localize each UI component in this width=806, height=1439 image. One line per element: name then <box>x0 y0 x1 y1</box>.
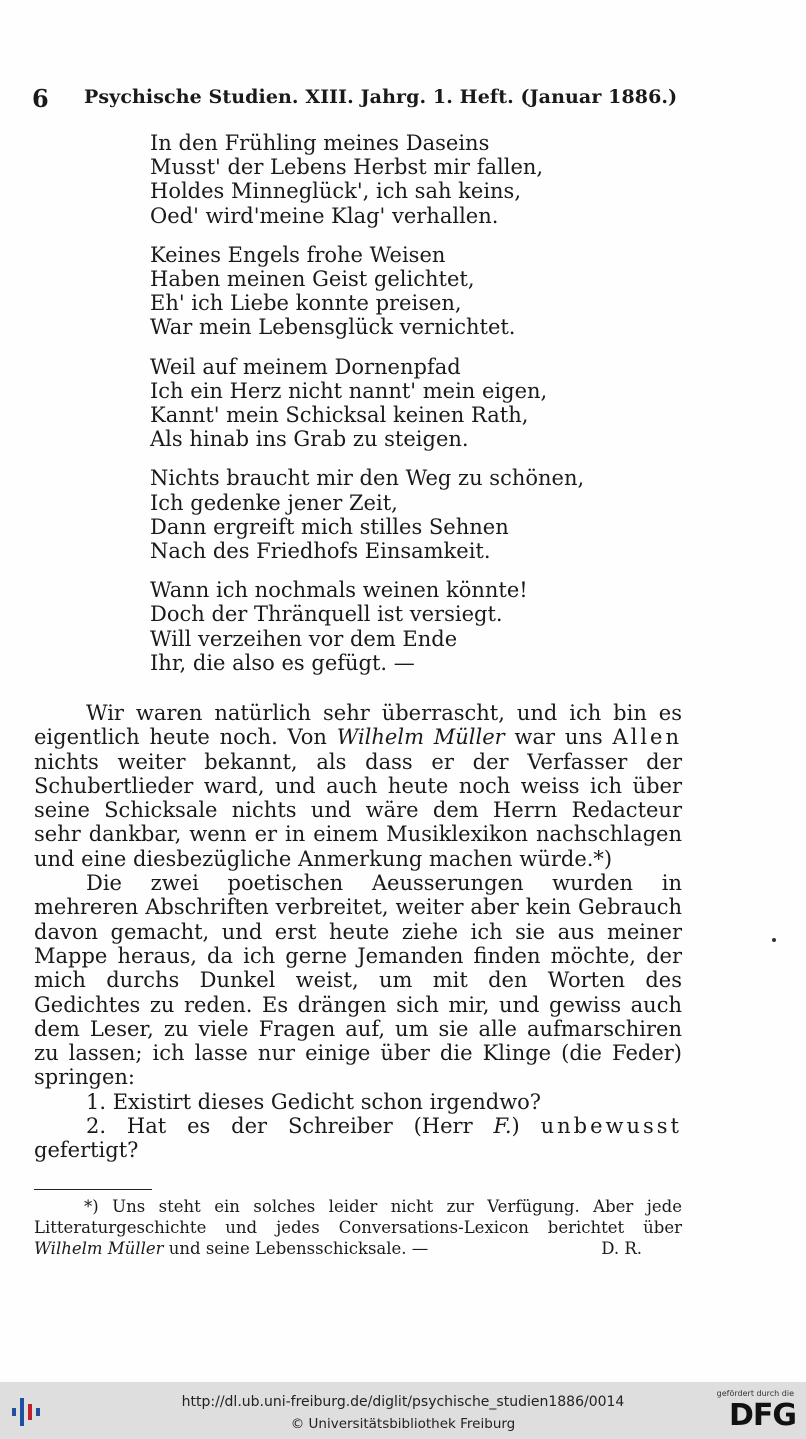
body-text <box>34 701 682 1163</box>
text-run: war uns <box>504 725 613 750</box>
poem-line: Nichts braucht mir den Weg zu schönen, <box>150 466 585 491</box>
poem-line: Eh' ich Liebe konnte preisen, <box>150 291 462 316</box>
footnote <box>34 1196 682 1259</box>
paragraph: Die zwei poetischen Aeusserungen wurden in mehreren Abschriften verbreitet, weiter aber kein Gebrauch davon gemacht, und erst heute ziehe ich sie aus meiner Mappe heraus, da ich gerne Jemanden finden möchte, der mich durchs Dunkel weist, um mit den Worten des Gedichtes zu reden. Es drängen sich mir, und gewiss auch dem Leser, zu viele Fragen auf, um sie alle aufmarschiren zu lassen; ich lasse nur einige über die Klinge (die Feder) springen: <box>34 871 682 1090</box>
running-header <box>32 84 678 113</box>
poem-line: Musst' der Lebens Herbst mir fallen, <box>150 155 544 180</box>
viewer-footer <box>0 1382 806 1439</box>
document-url[interactable]: http://dl.ub.uni-freiburg.de/diglit/psychische_studien1886/0014 <box>181 1394 625 1410</box>
poem-line: War mein Lebensglück vernichtet. <box>150 315 516 340</box>
margin-mark <box>772 938 776 942</box>
spaced-word: Allen <box>612 725 682 750</box>
text-run: 2. Hat es der Schreiber (Herr <box>86 1114 494 1139</box>
page-number: 6 <box>32 84 49 113</box>
poem-line: Ich ein Herz nicht nannt' mein eigen, <box>150 378 548 403</box>
list-item: 1. Existirt dieses Gedicht schon irgendwo? <box>86 1089 542 1114</box>
poem-stanza <box>150 578 584 675</box>
initial-name: F. <box>493 1114 512 1139</box>
funder-note: gefördert durch die <box>716 1389 794 1398</box>
poem-line: Ihr, die also es gefügt. — <box>150 650 415 675</box>
poem-line: Kannt' mein Schicksal keinen Rath, <box>150 403 529 428</box>
footnote-text <box>34 1196 682 1259</box>
poem-line: Oed' wird'meine Klag' verhallen. <box>150 203 499 228</box>
footnote-rule <box>34 1189 152 1190</box>
poem-stanza <box>150 131 584 228</box>
poem-line: Will verzeihen vor dem Ende <box>150 626 458 651</box>
text-run: *) Uns steht ein solches leider nicht zur Verfügung. Aber jede Litteraturgeschichte und jedes Conversations-Lexicon berichtet über <box>34 1197 682 1237</box>
poem-line: Dann ergreift mich stilles Sehnen <box>150 514 509 539</box>
poem <box>150 131 584 690</box>
text-run: ) <box>511 1114 541 1139</box>
poem-line: Ich gedenke jener Zeit, <box>150 490 398 515</box>
list-item <box>34 1114 682 1163</box>
poem-line: Holdes Minneglück', ich sah keins, <box>150 179 522 204</box>
poem-line: Keines Engels frohe Weisen <box>150 242 446 267</box>
author-name: Wilhelm Müller <box>34 1239 164 1258</box>
text-run: und seine Lebensschicksale. — <box>163 1239 429 1258</box>
poem-line: In den Frühling meines Daseins <box>150 131 490 155</box>
dfg-logo: DFG <box>728 1398 796 1433</box>
poem-line: Haben meinen Geist gelichtet, <box>150 267 475 292</box>
poem-line: Nach des Friedhofs Einsamkeit. <box>150 539 491 564</box>
poem-stanza <box>150 466 584 563</box>
author-name: Wilhelm Müller <box>336 725 505 750</box>
text-run: Wir waren natürlich sehr überrascht, und ich bin es eigentlich heute noch. Von <box>34 701 682 750</box>
text-run: gefertigt? <box>34 1138 139 1163</box>
paragraph <box>34 701 682 871</box>
footnote-signature: D. R. <box>601 1239 642 1258</box>
poem-stanza <box>150 355 584 452</box>
poem-line: Wann ich nochmals weinen könnte! <box>150 578 528 603</box>
running-title: Psychische Studien. XIII. Jahrg. 1. Heft. (Januar 1886.) <box>84 86 678 108</box>
spaced-word: unbewusst <box>540 1114 682 1139</box>
copyright-notice: © Universitätsbibliothek Freiburg <box>290 1416 516 1432</box>
poem-line: Doch der Thränquell ist versiegt. <box>150 602 503 627</box>
poem-line: Als hinab ins Grab zu steigen. <box>150 427 469 452</box>
poem-line: Weil auf meinem Dornenpfad <box>150 354 461 379</box>
poem-stanza <box>150 243 584 340</box>
text-run: nichts weiter bekannt, als dass er der Verfasser der Schubertlieder ward, und auch heute noch weiss ich über seine Schicksale nichts und wäre dem Herrn Redacteur sehr dankbar, wenn er in einem Musiklexikon nachschlagen und eine diesbezügliche Anmerkung machen würde.*) <box>34 749 682 871</box>
